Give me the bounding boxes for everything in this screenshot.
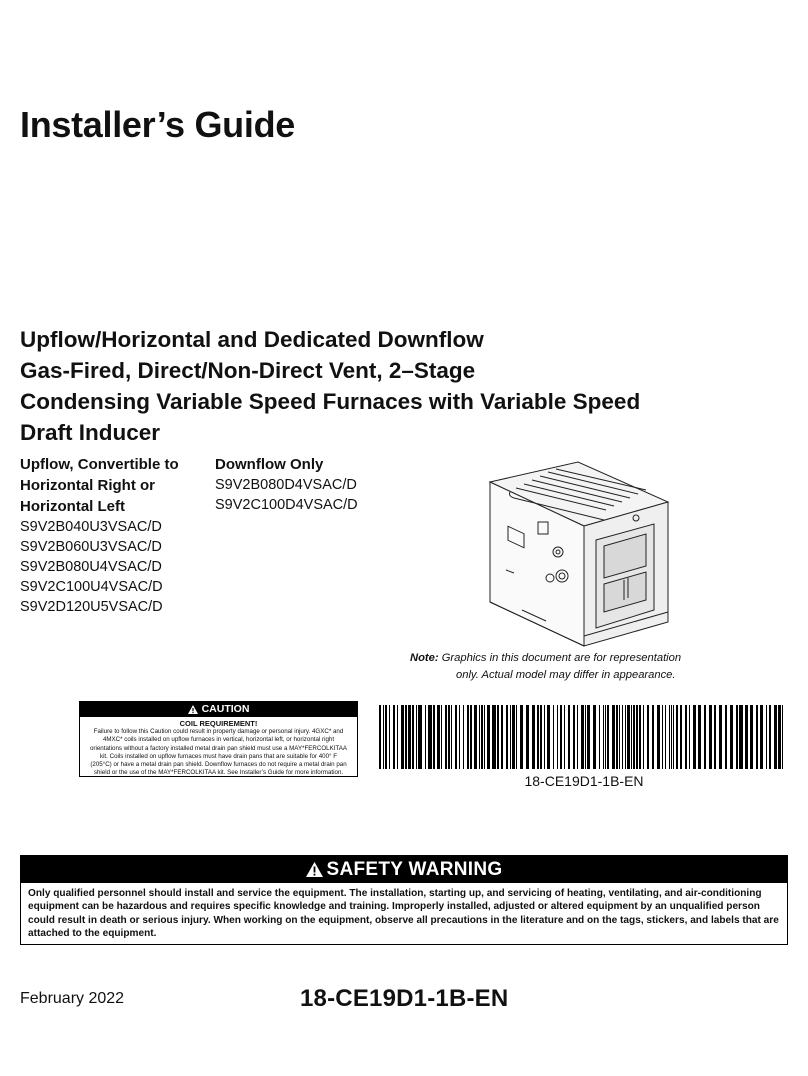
barcode-bar bbox=[484, 705, 485, 769]
barcode-bar bbox=[739, 705, 743, 769]
barcode-bar bbox=[445, 705, 447, 769]
barcode-bar bbox=[719, 705, 722, 769]
safety-warning-text: Only qualified personnel should install and service the equipment. The installation, starting up, and servicing of heating, ventilating, and air-conditioning equipment can be hazardous and requires specific knowledge and training. Improperly installed, adjusted or altered equipment by an unqualified person could result in death or serious injury. When working on the equipment, observe all precautions in the literature and on the tags, stickers, and labels that are attached to the equipment. bbox=[28, 888, 779, 940]
barcode-bar bbox=[474, 705, 477, 769]
barcode-bar bbox=[627, 705, 630, 769]
warning-triangle-icon bbox=[306, 862, 323, 877]
barcode-bar bbox=[418, 705, 422, 769]
caution-line: orientations without a factory installed metal drain pan shield must use a MAY*FERCOLKITAA bbox=[89, 744, 347, 752]
barcode-bar bbox=[652, 705, 654, 769]
document-number: 18-CE19D1-1B-EN bbox=[300, 985, 509, 1012]
caution-subtitle: COIL REQUIREMENT! bbox=[179, 719, 258, 728]
barcode-bar bbox=[557, 705, 558, 769]
downflow-heading: Downflow Only bbox=[215, 456, 324, 473]
barcode-label: 18-CE19D1-1B-EN bbox=[524, 773, 644, 789]
caution-header bbox=[80, 702, 357, 717]
barcode-bar bbox=[714, 705, 716, 769]
barcode-bar bbox=[564, 705, 565, 769]
barcode-bar bbox=[425, 705, 426, 769]
barcode-bar bbox=[625, 705, 626, 769]
barcode-bar bbox=[704, 705, 706, 769]
barcode-bar bbox=[647, 705, 649, 769]
barcode-bar bbox=[607, 705, 609, 769]
barcode-bar bbox=[544, 705, 545, 769]
barcode-bar bbox=[510, 705, 511, 769]
barcode-bar bbox=[689, 705, 690, 769]
warning-triangle-icon bbox=[188, 705, 198, 714]
barcode-bar bbox=[593, 705, 596, 769]
barcode-bar bbox=[568, 705, 570, 769]
barcode-bar bbox=[479, 705, 480, 769]
barcode-bar bbox=[633, 705, 635, 769]
barcode-bar bbox=[709, 705, 712, 769]
barcode-bar bbox=[693, 705, 696, 769]
barcode-bar bbox=[428, 705, 432, 769]
barcode-bar bbox=[760, 705, 763, 769]
product-title-line: Draft Inducer bbox=[20, 420, 161, 445]
barcode-bar bbox=[616, 705, 618, 769]
page-title: Installer’s Guide bbox=[20, 104, 295, 145]
barcode-bar bbox=[619, 705, 620, 769]
upflow-models bbox=[20, 454, 205, 617]
barcode-bar bbox=[750, 705, 753, 769]
barcode-bar bbox=[698, 705, 701, 769]
barcode-bar bbox=[470, 705, 472, 769]
caution-line: shield or the use of the MAY*FERCOLKITAA kit. See Installer’s Guide for more information. bbox=[93, 769, 344, 777]
upflow-heading-line: Horizontal Left bbox=[20, 498, 125, 515]
barcode-bar bbox=[437, 705, 440, 769]
model-number: S9V2B060U3VSAC/D bbox=[20, 539, 162, 555]
barcode-bar bbox=[516, 705, 517, 769]
product-title-line: Upflow/Horizontal and Dedicated Downflow bbox=[20, 327, 484, 352]
barcode-bar bbox=[537, 705, 539, 769]
barcode-bar bbox=[581, 705, 584, 769]
barcode-bar bbox=[622, 705, 623, 769]
barcode-bar bbox=[532, 705, 535, 769]
caution-title: CAUTION bbox=[201, 703, 250, 715]
barcode-bar bbox=[383, 705, 384, 769]
barcode-bar bbox=[603, 705, 604, 769]
upflow-heading-line: Horizontal Right or bbox=[20, 477, 155, 494]
model-number: S9V2B040U3VSAC/D bbox=[20, 519, 162, 535]
barcode-bar bbox=[573, 705, 575, 769]
barcode-bar bbox=[401, 705, 404, 769]
caution-line: Failure to follow this Caution could result in property damage or personal injury. 4GXC* and bbox=[93, 728, 344, 735]
barcode-bar bbox=[393, 705, 395, 769]
barcode-bar bbox=[665, 705, 666, 769]
caution-text bbox=[80, 728, 357, 778]
barcode-bar bbox=[778, 705, 781, 769]
barcode-bar bbox=[756, 705, 758, 769]
barcode-bar bbox=[506, 705, 508, 769]
model-number: S9V2D120U5VSAC/D bbox=[20, 599, 163, 615]
barcode-bar bbox=[526, 705, 529, 769]
barcode-bar bbox=[745, 705, 748, 769]
barcode-bar bbox=[389, 705, 390, 769]
model-number: S9V2B080U4VSAC/D bbox=[20, 559, 162, 575]
barcode-bar bbox=[547, 705, 550, 769]
barcode-bar bbox=[680, 705, 682, 769]
barcode-bar bbox=[416, 705, 417, 769]
note-line-1: Graphics in this document are for representation bbox=[441, 652, 682, 664]
barcode-bar bbox=[448, 705, 450, 769]
barcode bbox=[379, 705, 789, 769]
barcode-bar bbox=[730, 705, 733, 769]
barcode-bar bbox=[379, 705, 381, 769]
barcode-bar bbox=[673, 705, 674, 769]
barcode-bar bbox=[662, 705, 663, 769]
barcode-bar bbox=[725, 705, 727, 769]
product-title-line: Condensing Variable Speed Furnaces with Variable Speed bbox=[20, 389, 641, 414]
caution-line: (205°C) or have a metal drain pan shield. Downflow furnaces do not require a metal drain pan bbox=[90, 761, 347, 769]
barcode-bar bbox=[669, 705, 670, 769]
barcode-bar bbox=[585, 705, 586, 769]
barcode-bar bbox=[385, 705, 387, 769]
barcode-bar bbox=[657, 705, 660, 769]
barcode-bar bbox=[599, 705, 600, 769]
barcode-bar bbox=[467, 705, 469, 769]
barcode-bar bbox=[577, 705, 578, 769]
barcode-bar bbox=[636, 705, 638, 769]
barcode-bar bbox=[639, 705, 641, 769]
barcode-bar bbox=[501, 705, 503, 769]
safety-warning-header bbox=[21, 856, 787, 883]
barcode-bar bbox=[455, 705, 457, 769]
barcode-bar bbox=[412, 705, 414, 769]
barcode-bar bbox=[553, 705, 554, 769]
barcode-bar bbox=[497, 705, 499, 769]
product-title bbox=[20, 324, 780, 448]
barcode-bar bbox=[540, 705, 542, 769]
publication-date: February 2022 bbox=[20, 990, 125, 1007]
model-number: S9V2C100D4VSAC/D bbox=[215, 497, 358, 513]
caution-box bbox=[79, 701, 358, 777]
barcode-bar bbox=[492, 705, 496, 769]
barcode-bar bbox=[671, 705, 672, 769]
barcode-bar bbox=[512, 705, 515, 769]
barcode-bar bbox=[631, 705, 632, 769]
barcode-bar bbox=[612, 705, 615, 769]
product-title-line: Gas-Fired, Direct/Non-Direct Vent, 2–Stage bbox=[20, 358, 476, 383]
barcode-bar bbox=[736, 705, 738, 769]
safety-warning-title: SAFETY WARNING bbox=[326, 859, 503, 880]
barcode-bar bbox=[587, 705, 590, 769]
barcode-bar bbox=[441, 705, 442, 769]
caution-line: kit. Coils installed on upflow furnaces must have drain pans that are suitable for 400° F bbox=[99, 752, 338, 760]
barcode-bar bbox=[766, 705, 767, 769]
barcode-bar bbox=[520, 705, 523, 769]
caution-line: 4MXC* coils installed on upflow furnaces in vertical, horizontal left, or horizontal right bbox=[102, 736, 335, 744]
figure-note bbox=[410, 650, 720, 684]
downflow-models bbox=[215, 454, 395, 515]
note-line-2: only. Actual model may differ in appearance. bbox=[456, 669, 676, 681]
safety-warning-box bbox=[20, 855, 788, 945]
barcode-bar bbox=[408, 705, 411, 769]
barcode-bar bbox=[560, 705, 562, 769]
model-number: S9V2B080D4VSAC/D bbox=[215, 477, 357, 493]
model-number: S9V2C100U4VSAC/D bbox=[20, 579, 163, 595]
barcode-bar bbox=[433, 705, 435, 769]
note-label: Note: bbox=[410, 652, 439, 664]
barcode-bar bbox=[459, 705, 460, 769]
furnace-illustration-icon bbox=[486, 460, 672, 648]
barcode-bar bbox=[463, 705, 464, 769]
barcode-bar bbox=[676, 705, 678, 769]
barcode-bar bbox=[643, 705, 644, 769]
barcode-bar bbox=[405, 705, 407, 769]
barcode-bar bbox=[481, 705, 483, 769]
barcode-bar bbox=[774, 705, 777, 769]
barcode-bar bbox=[397, 705, 398, 769]
barcode-bar bbox=[605, 705, 606, 769]
barcode-bar bbox=[487, 705, 490, 769]
barcode-bar bbox=[769, 705, 771, 769]
barcode-bar bbox=[782, 705, 783, 769]
upflow-heading-line: Upflow, Convertible to bbox=[20, 456, 179, 473]
barcode-bar bbox=[685, 705, 687, 769]
barcode-bar bbox=[451, 705, 452, 769]
